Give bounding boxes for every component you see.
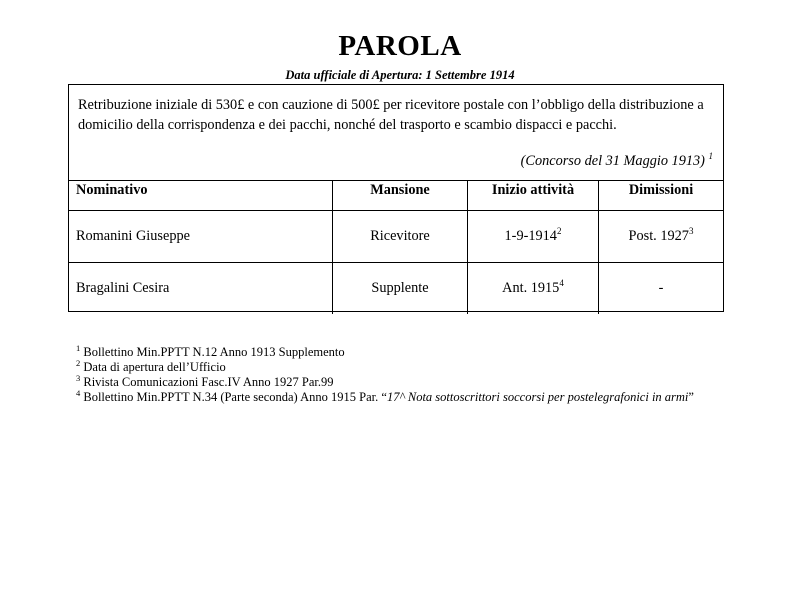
column-header-mansione: Mansione <box>333 180 468 211</box>
inizio-value: Ant. 1915 <box>502 280 560 296</box>
footnote-italic-text: 17^ Nota sottoscrittori soccorsi per postelegrafonici in armi <box>386 390 689 404</box>
footnote-ref: 2 <box>556 226 562 237</box>
footnote-item <box>76 342 726 360</box>
office-info-box <box>68 84 724 312</box>
footnote-item <box>76 357 726 375</box>
footnote-text: Bollettino Min.PPTT N.34 (Parte seconda) Anno 1915 Par. “ <box>83 390 387 404</box>
footnote-text: Bollettino Min.PPTT N.12 Anno 1913 Supplemento <box>83 345 345 359</box>
column-header-inizio: Inizio attività <box>468 180 599 211</box>
cell-inizio <box>468 263 599 315</box>
footnote-ref: 3 <box>688 226 694 237</box>
concorso-footnote-ref: 1 <box>708 151 713 162</box>
footnote-text: Rivista Comunicazioni Fasc.IV Anno 1927 Par.99 <box>83 375 334 389</box>
cell-dimissioni <box>599 211 724 263</box>
footnote-number: 1 <box>76 342 81 353</box>
page-title: PAROLA <box>338 30 462 62</box>
cell-mansione: Supplente <box>333 263 468 315</box>
column-header-nominativo: Nominativo <box>69 180 333 211</box>
footnote-number: 3 <box>76 372 81 383</box>
footnote-number: 4 <box>76 387 81 398</box>
opening-date-subtitle: Data ufficiale di Apertura: 1 Settembre 1914 <box>285 68 515 82</box>
footnote-close-quote: ” <box>688 390 694 404</box>
dimissioni-value: Post. 1927 <box>628 228 689 244</box>
footnote-number: 2 <box>76 357 81 368</box>
footnote-item <box>76 387 726 405</box>
footnote-ref: 4 <box>559 278 564 289</box>
concorso-text: (Concorso del 31 Maggio 1913) <box>520 153 705 169</box>
cell-mansione: Ricevitore <box>333 211 468 263</box>
inizio-value: 1-9-1914 <box>504 228 557 244</box>
concorso-note <box>521 151 713 171</box>
table-header-row <box>69 180 723 211</box>
table-row <box>69 211 723 263</box>
footnotes <box>76 342 726 405</box>
cell-nominativo: Romanini Giuseppe <box>69 211 333 263</box>
description-panel <box>69 85 723 181</box>
footnote-text: Data di apertura dell’Ufficio <box>83 360 226 374</box>
description-text: Retribuzione iniziale di 530£ e con cauzione di 500£ per ricevitore postale con l’obbligo della distribuzione a domicilio della corrispondenza e dei pacchi, nonché del trasporto e scambio dispacci e pacchi. <box>78 97 704 133</box>
column-header-dimissioni: Dimissioni <box>599 180 724 211</box>
dimissioni-value: - <box>658 280 664 296</box>
cell-nominativo: Bragalini Cesira <box>69 263 333 315</box>
cell-inizio <box>468 211 599 263</box>
staff-table <box>69 180 723 314</box>
cell-dimissioni <box>599 263 724 315</box>
footnote-item <box>76 372 726 390</box>
table-row <box>69 263 723 315</box>
